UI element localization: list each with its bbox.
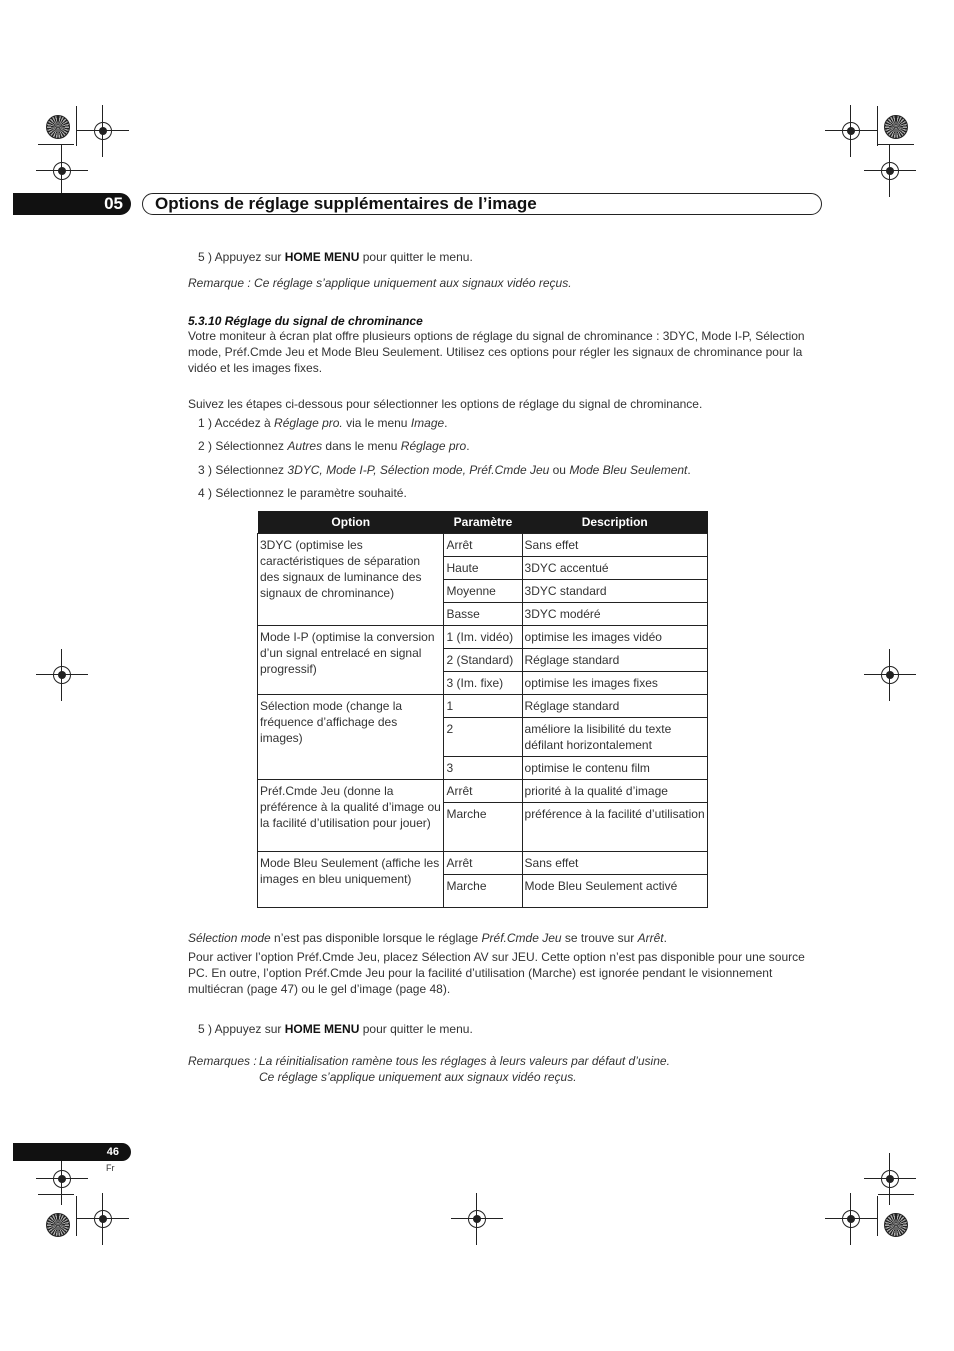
- parameter-cell: Basse: [444, 603, 522, 626]
- option-cell: Mode I-P (optimise la conversion d’un signal entrelacé en signal progressif): [258, 626, 444, 695]
- crosshair-icon: [45, 1162, 79, 1196]
- parameter-cell: 1 (Im. vidéo): [444, 626, 522, 649]
- description-cell: Réglage standard: [522, 649, 707, 672]
- step-5-top: 5 ) Appuyez sur HOME MENU pour quitter le menu.: [198, 250, 473, 264]
- description-cell: Sans effet: [522, 534, 707, 557]
- column-header-parameter: Paramètre: [444, 511, 522, 534]
- crosshair-icon: [834, 1202, 868, 1236]
- registration-target-icon: [46, 115, 70, 139]
- parameter-cell: Haute: [444, 557, 522, 580]
- parameter-cell: Marche: [444, 875, 522, 908]
- note-game-preference: Pour activer l’option Préf.Cmde Jeu, placez Sélection AV sur JEU. Cette option n’est pas disponible pour une source PC. En outre, l’option Préf.Cmde Jeu pour la facilité d’utilisation (Marche) est ignorée pendant le visionnement multiécran (page 47) ou le gel d’image (page 48).: [188, 950, 805, 996]
- description-cell: priorité à la qualité d’image: [522, 780, 707, 803]
- table-header-row: [258, 511, 708, 534]
- registration-target-icon: [884, 1213, 908, 1237]
- parameter-cell: 3 (Im. fixe): [444, 672, 522, 695]
- remarks-label: Remarques :: [188, 1054, 257, 1068]
- table-row: [258, 695, 708, 718]
- chapter-title-box: [142, 193, 822, 215]
- parameter-cell: Arrêt: [444, 534, 522, 557]
- crosshair-icon: [45, 154, 79, 188]
- parameter-cell: 2 (Standard): [444, 649, 522, 672]
- crosshair-icon: [834, 114, 868, 148]
- parameter-cell: 2: [444, 718, 522, 757]
- remark-line-1: La réinitialisation ramène tous les réglages à leurs valeurs par défaut d’usine.: [259, 1054, 670, 1068]
- description-cell: 3DYC standard: [522, 580, 707, 603]
- table-row: [258, 780, 708, 803]
- step-5-bottom: 5 ) Appuyez sur HOME MENU pour quitter le menu.: [198, 1022, 473, 1036]
- page-number: 46: [13, 1143, 131, 1161]
- table-row: [258, 626, 708, 649]
- description-cell: optimise le contenu film: [522, 757, 707, 780]
- section-title: 5.3.10 Réglage du signal de chrominance: [188, 314, 423, 328]
- crosshair-icon: [45, 658, 79, 692]
- option-cell: Préf.Cmde Jeu (donne la préférence à la qualité d’image ou la facilité d’utilisation pour jouer): [258, 780, 444, 852]
- registration-target-icon: [884, 115, 908, 139]
- parameter-cell: Moyenne: [444, 580, 522, 603]
- table-row: [258, 852, 708, 875]
- language-code: Fr: [106, 1163, 115, 1173]
- crosshair-icon: [873, 154, 907, 188]
- description-cell: optimise les images vidéo: [522, 626, 707, 649]
- remark-top: Remarque : Ce réglage s’applique uniquement aux signaux vidéo reçus.: [188, 276, 572, 290]
- description-cell: Réglage standard: [522, 695, 707, 718]
- description-cell: 3DYC modéré: [522, 603, 707, 626]
- description-cell: 3DYC accentué: [522, 557, 707, 580]
- crosshair-icon: [86, 114, 120, 148]
- registration-target-icon: [46, 1213, 70, 1237]
- section-intro: Votre moniteur à écran plat offre plusieurs options de réglage du signal de chrominance : 3DYC, Mode I-P, Sélection mode, Préf.Cmde Jeu et Mode Bleu Seulement. Utilisez ces options pour régler les signaux de chrominance pour la vidéo et les images fixes.: [188, 329, 805, 375]
- steps-intro: Suivez les étapes ci-dessous pour sélectionner les options de réglage du signal de chrominance.: [188, 397, 703, 411]
- step-1: 1 ) Accédez à Réglage pro. via le menu Image.: [198, 416, 448, 430]
- step-4: 4 ) Sélectionnez le paramètre souhaité.: [198, 486, 407, 500]
- crosshair-icon: [86, 1202, 120, 1236]
- description-cell: Sans effet: [522, 852, 707, 875]
- column-header-description: Description: [522, 511, 707, 534]
- parameter-cell: 1: [444, 695, 522, 718]
- description-cell: améliore la lisibilité du texte défilant horizontalement: [522, 718, 707, 757]
- table-row: [258, 534, 708, 557]
- note-selection-mode: Sélection mode n’est pas disponible lorsque le réglage Préf.Cmde Jeu se trouve sur Arrêt.: [188, 931, 667, 945]
- description-cell: optimise les images fixes: [522, 672, 707, 695]
- remark-line-2: Ce réglage s’applique uniquement aux signaux vidéo reçus.: [259, 1070, 577, 1084]
- column-header-option: Option: [258, 511, 444, 534]
- step-3: 3 ) Sélectionnez 3DYC, Mode I-P, Sélection mode, Préf.Cmde Jeu ou Mode Bleu Seulement.: [198, 463, 691, 477]
- step-2: 2 ) Sélectionnez Autres dans le menu Réglage pro.: [198, 439, 470, 453]
- option-cell: Sélection mode (change la fréquence d’affichage des images): [258, 695, 444, 780]
- parameter-cell: 3: [444, 757, 522, 780]
- crosshair-icon: [873, 658, 907, 692]
- parameter-cell: Arrêt: [444, 780, 522, 803]
- description-cell: Mode Bleu Seulement activé: [522, 875, 707, 908]
- option-cell: 3DYC (optimise les caractéristiques de séparation des signaux de luminance des signaux de chrominance): [258, 534, 444, 626]
- option-cell: Mode Bleu Seulement (affiche les images en bleu uniquement): [258, 852, 444, 908]
- crosshair-icon: [460, 1202, 494, 1236]
- chapter-title: Options de réglage supplémentaires de l’image: [155, 194, 537, 213]
- crosshair-icon: [873, 1162, 907, 1196]
- options-table: [257, 511, 708, 908]
- parameter-cell: Marche: [444, 803, 522, 852]
- chapter-number: 05: [13, 193, 131, 215]
- parameter-cell: Arrêt: [444, 852, 522, 875]
- description-cell: préférence à la facilité d’utilisation: [522, 803, 707, 852]
